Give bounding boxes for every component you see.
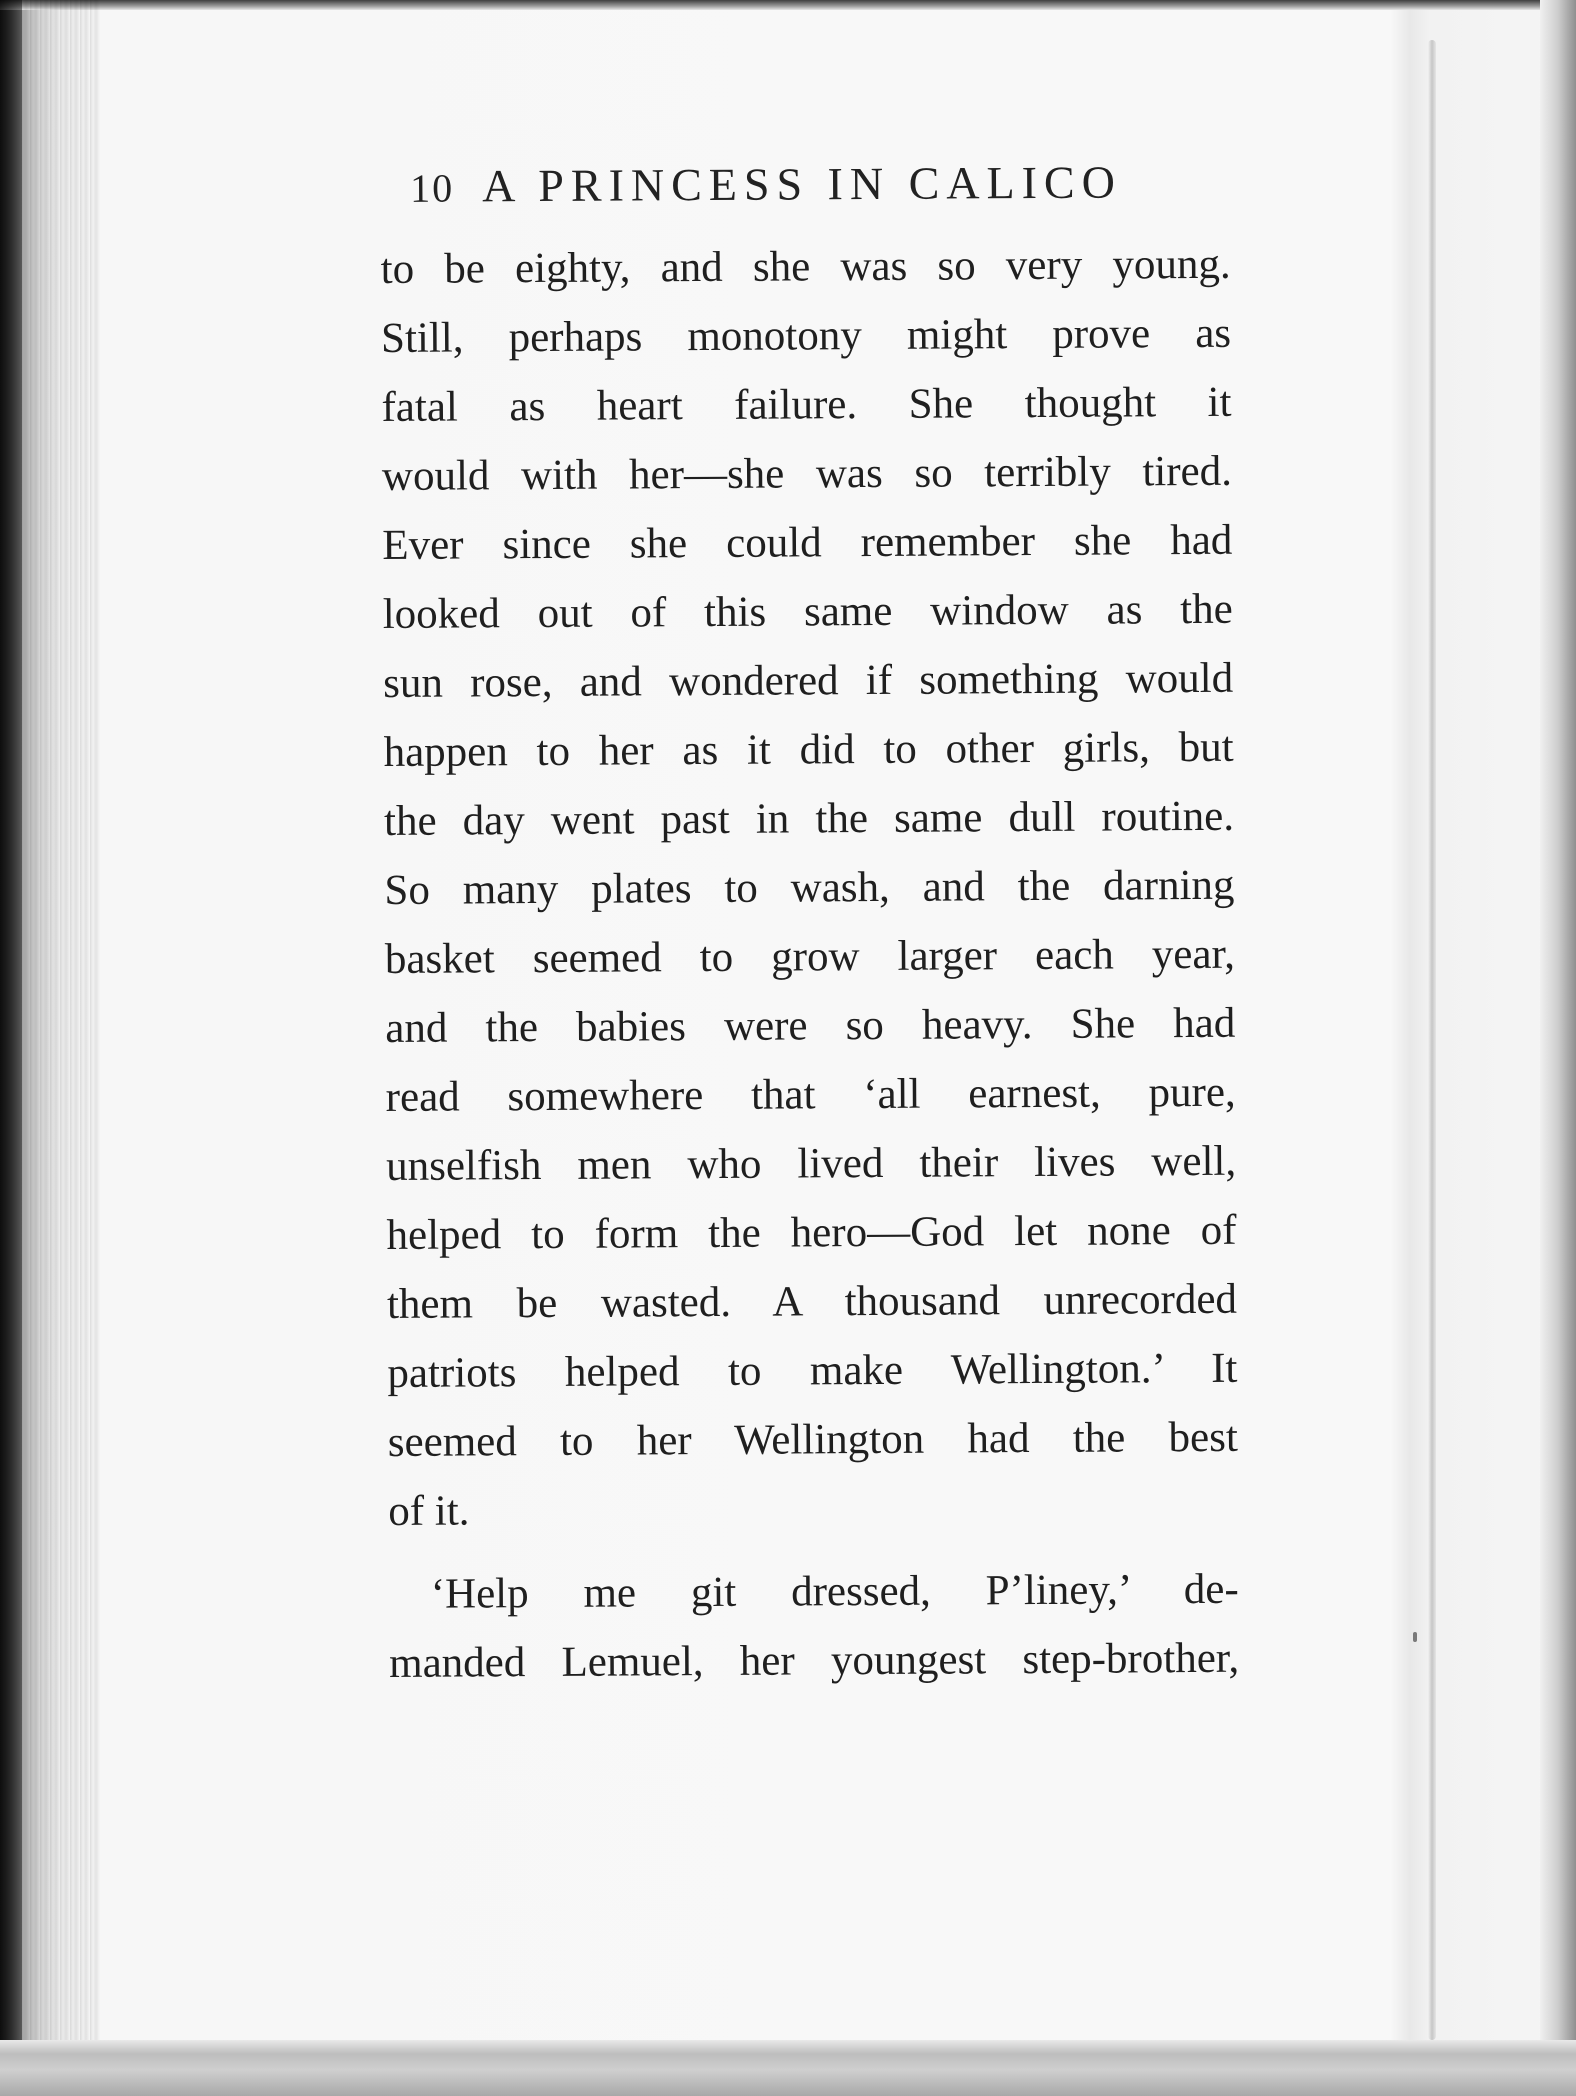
text-line: would with her—she was so terribly tired.	[381, 447, 1233, 500]
text-line: ‘Help me git dressed, P’liney,’ de-	[430, 1565, 1239, 1618]
text-line: and the babies were so heavy. She had	[385, 999, 1236, 1052]
text-line: Ever since she could remember she had	[382, 516, 1233, 569]
paragraph-2	[389, 1555, 1240, 1698]
text-line: unselfish men who lived their lives well,	[386, 1137, 1237, 1190]
bottom-page-edge	[0, 2040, 1576, 2096]
running-head	[410, 155, 1230, 213]
text-line: to be eighty, and she was so very young.	[380, 240, 1231, 293]
text-line: the day went past in the same dull routine.	[383, 792, 1235, 845]
text-line: looked out of this same window as the	[382, 585, 1233, 638]
text-line: basket seemed to grow larger each year,	[384, 930, 1236, 983]
paper-speck	[1413, 1632, 1417, 1642]
text-line: them be wasted. A thousand unrecorded	[386, 1275, 1238, 1328]
text-line: fatal as heart failure. She thought it	[381, 378, 1232, 431]
text-line: manded Lemuel, her youngest step-brother,	[389, 1634, 1240, 1687]
text-line: read somewhere that ‘all earnest, pure,	[385, 1068, 1236, 1121]
running-title: A PRINCESS IN CALICO	[482, 156, 1123, 212]
text-line: of it.	[388, 1487, 470, 1535]
page-number: 10	[410, 165, 455, 211]
book-spine-edge	[0, 0, 100, 2096]
text-line: seemed to her Wellington had the best	[387, 1413, 1238, 1466]
right-page-edge	[1540, 0, 1576, 2096]
page-fold-shadow	[1428, 40, 1436, 2040]
page-text-block	[380, 155, 1239, 1698]
text-line: Still, perhaps monotony might prove as	[380, 309, 1232, 362]
text-line: helped to form the hero—God let none of	[386, 1206, 1237, 1259]
top-page-edge	[0, 0, 1576, 10]
text-line: So many plates to wash, and the darning	[384, 861, 1235, 914]
text-line: sun rose, and wondered if something would	[383, 654, 1234, 707]
text-line: happen to her as it did to other girls, but	[383, 723, 1234, 776]
paragraph-1	[380, 230, 1238, 1546]
text-line: patriots helped to make Wellington.’ It	[387, 1344, 1238, 1397]
